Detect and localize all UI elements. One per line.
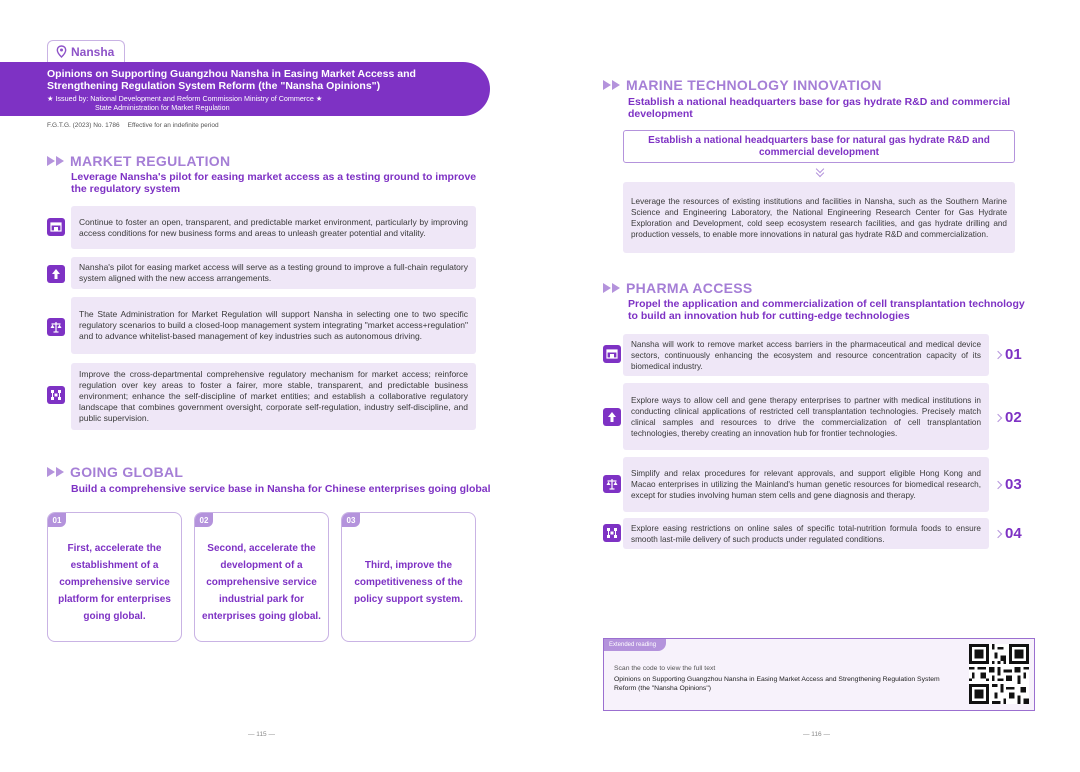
network-icon (47, 386, 65, 404)
list-item (623, 457, 989, 512)
document-meta (47, 122, 219, 129)
issued-line-1: ★ Issued by: National Development and Reform Commission Ministry of Commerce ★ (47, 94, 323, 103)
location-tab (47, 40, 125, 62)
list-item (71, 206, 476, 249)
network-icon (603, 524, 621, 542)
list-item (71, 257, 476, 289)
section-title: MARINE TECHNOLOGY INNOVATION (626, 77, 882, 93)
card-number: 02 (195, 513, 213, 527)
list-item (623, 518, 989, 549)
doc-number: F.G.T.G. (2023) No. 1786 (47, 122, 120, 129)
card-number: 01 (48, 513, 66, 527)
arrow-up-icon (603, 408, 621, 426)
extended-reading-tab: Extended reading (604, 639, 666, 651)
extended-title: Opinions on Supporting Guangzhou Nansha in Easing Market Access and Strengthening Regulation System Reform (the "Nansha Opinions") (614, 676, 940, 692)
chevron-right-icon (994, 350, 1002, 358)
double-arrow-icon (603, 80, 620, 90)
list-item (623, 334, 989, 376)
section-subtitle: Establish a national headquarters base for gas hydrate R&D and commercial development (628, 96, 1011, 120)
section-heading-pharma (603, 280, 753, 296)
item-number (995, 346, 1022, 363)
description-box (623, 182, 1015, 253)
chevron-right-icon (994, 413, 1002, 421)
page-number: — 116 — (803, 731, 830, 738)
section-title: PHARMA ACCESS (626, 280, 753, 296)
item-number (995, 476, 1022, 493)
location-label: Nansha (71, 44, 115, 59)
double-arrow-icon (47, 467, 64, 477)
highlight-box: Establish a national headquarters base for natural gas hydrate R&D and commercial development (623, 130, 1015, 163)
item-number-label: 04 (1005, 525, 1022, 542)
item-number-label: 02 (1005, 409, 1022, 426)
extended-reading-box (603, 638, 1035, 711)
list-item (71, 297, 476, 354)
section-subtitle: Propel the application and commercialization of cell transplantation technology to build an innovation hub for cutting-edge technologies (628, 298, 1025, 322)
section-title: MARKET REGULATION (70, 153, 231, 169)
list-item-text: Continue to foster an open, transparent, and predictable market environment, particularly by improving access conditions for new business forms and areas to unleash greater potential and vitality. (79, 216, 468, 238)
validity: Effective for an indefinite period (127, 122, 219, 129)
arrow-up-icon (47, 265, 65, 283)
card (341, 512, 476, 642)
issued-line-2: State Administration for Market Regulation (95, 103, 230, 112)
card-text: Third, improve the competitiveness of the policy support system. (354, 559, 463, 605)
section-heading-going-global (47, 464, 183, 480)
chevron-right-icon (994, 480, 1002, 488)
location-pin-icon (56, 45, 67, 58)
right-page (540, 0, 1080, 772)
chevron-down-icon (815, 166, 825, 174)
shop-icon (603, 345, 621, 363)
scan-instruction: Scan the code to view the full text (614, 665, 716, 672)
double-arrow-icon (47, 156, 64, 166)
title-banner (0, 62, 490, 116)
card-text: Second, accelerate the development of a comprehensive service industrial park for enterprises going global. (202, 542, 321, 622)
item-number-label: 03 (1005, 476, 1022, 493)
document-title: Opinions on Supporting Guangzhou Nansha in Easing Market Access and Strengthening Regulation System Reform (the "Nansha Opinions") (47, 68, 416, 92)
section-title: GOING GLOBAL (70, 464, 184, 480)
list-item-text: Nansha's pilot for easing market access will serve as a testing ground to improve a full-chain regulatory system aligned with the new access arrangements. (79, 262, 468, 283)
scale-icon (47, 318, 65, 336)
double-arrow-icon (603, 283, 620, 293)
card (47, 512, 182, 642)
page-number: — 115 — (248, 731, 275, 738)
item-number (995, 409, 1022, 426)
item-number-label: 01 (1005, 346, 1022, 363)
section-heading-market-regulation (47, 153, 230, 169)
list-item (623, 383, 989, 450)
list-item (71, 363, 476, 430)
card-text: First, accelerate the establishment of a comprehensive service platform for enterprises going global. (58, 542, 171, 622)
section-subtitle: Leverage Nansha's pilot for easing market access as a testing ground to improve the regulatory system (71, 171, 477, 195)
list-item-text: Explore ways to allow cell and gene therapy enterprises to partner with medical institutions in conducting clinical applications of restricted cell transplantation technologies. Precisely match clinical samples and resources to drive the commercialization of cell transplantation technologies, thereby creating an innovation hub for frontier technologies. (631, 395, 981, 438)
chevron-right-icon (994, 529, 1002, 537)
item-number (995, 525, 1022, 542)
description-text: Leverage the resources of existing institutions and facilities in Nansha, such as the Southern Marine Science and Engineering Laboratory, the National Engineering Research Center for Gas Hydrate Exploration and Development, cold seep ecosystem research facilities, and gas hydrate drilling and production vessels, to enable more innovations in natural gas hydrate R&D and commercialization. (631, 196, 1007, 239)
list-item-text: Simplify and relax procedures for relevant approvals, and support eligible Hong Kong and Macao enterprises in utilizing the Mainland's human genetic resources for biomedical research, except for studies involving human stem cells and gene diagnosis and therapy. (631, 469, 981, 500)
list-item-text: Improve the cross-departmental comprehensive regulatory mechanism for market access; reinforce regulation over key areas to foster a fairer, more stable, transparent, and predictable business environment; enhance the self-discipline of market entities; and establish a collaborative regulatory landscape that combines government oversight, corporate self-regulation, industry self-discipline, and public supervision. (79, 369, 468, 423)
shop-icon (47, 218, 65, 236)
section-subtitle: Build a comprehensive service base in Nansha for Chinese enterprises going global (71, 483, 491, 495)
section-heading-marine (603, 77, 882, 93)
card-number: 03 (342, 513, 360, 527)
list-item-text: Explore easing restrictions on online sales of specific total-nutrition formula foods to ensure smooth last-mile delivery of such products under regulated conditions. (631, 523, 981, 544)
list-item-text: The State Administration for Market Regulation will support Nansha in selecting one to two specific regulatory scenarios to build a closed-loop management system integrating "market access+regulation" and to advance whitelist-based management of key industries such as autonomous driving. (79, 309, 468, 341)
card (194, 512, 329, 642)
issued-by (47, 94, 490, 112)
qr-code-icon[interactable] (969, 644, 1029, 704)
list-item-text: Nansha will work to remove market access barriers in the pharmaceutical and medical device sectors, continuously enhancing the ecosystem and resource concentration capacity of its biomedical industry. (631, 339, 981, 371)
scale-icon (603, 475, 621, 493)
